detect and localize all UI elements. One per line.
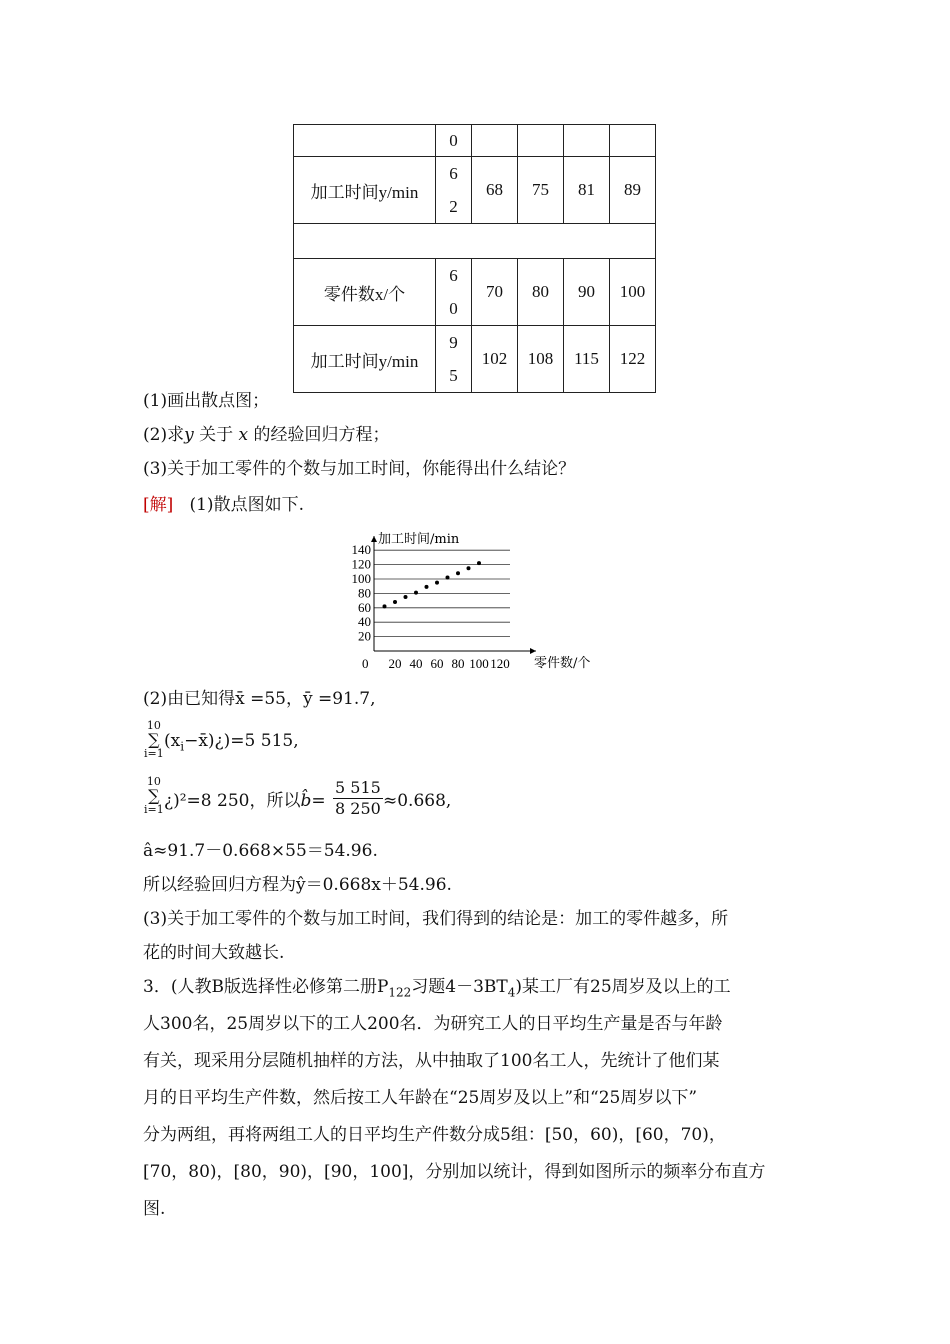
- sum-symbol: [144, 720, 164, 760]
- data-point: [383, 604, 387, 608]
- table-cell: 68: [472, 157, 518, 224]
- problem-text: 3．(人教B版选择性必修第二册P: [143, 977, 389, 997]
- table-cell: [518, 125, 564, 157]
- approx-value: ≈0.668,: [383, 791, 452, 811]
- sigma-icon: ∑: [148, 730, 160, 749]
- sum-lower: i=1: [144, 747, 164, 760]
- b-hat: b̂: [300, 791, 312, 811]
- table-cell-blank: [294, 224, 656, 259]
- table-cell: 加工时间y/min: [294, 157, 436, 224]
- table-cell: [436, 259, 472, 326]
- question-1: (1)画出散点图；: [143, 391, 270, 411]
- x-tick-label: 100: [469, 656, 489, 671]
- table-cell: 102: [472, 326, 518, 393]
- solution-tag: [解]: [143, 495, 174, 515]
- xbar-value: x̄ =55，: [235, 689, 303, 709]
- table-cell: 零件数x/个: [294, 259, 436, 326]
- q2-var-y: y: [184, 425, 194, 445]
- table-row: [294, 326, 656, 393]
- origin-label: 0: [362, 656, 369, 671]
- x-ticks: [389, 656, 510, 671]
- y-tick-label: 120: [351, 556, 371, 572]
- sigma-icon: ∑: [148, 786, 160, 805]
- subscript: 122: [388, 985, 412, 1000]
- data-point: [404, 595, 408, 599]
- table-cell: [294, 125, 436, 157]
- fraction-numerator: 5 515: [335, 778, 381, 797]
- data-point: [477, 561, 481, 565]
- subscript: i: [180, 739, 185, 754]
- y-axis-arrow: [371, 536, 377, 542]
- x-axis-label: 零件数/个: [534, 656, 591, 671]
- x-tick-label: 20: [388, 656, 402, 671]
- problem-3-line-2: 人300名，25周岁以下的工人200名．为研究工人的日平均生产量是否与年龄: [143, 1014, 723, 1034]
- data-table: [293, 124, 656, 393]
- digit: 0: [449, 299, 458, 318]
- data-point: [414, 591, 418, 595]
- table-cell: 100: [610, 259, 656, 326]
- solution-3-line-2: 花的时间大致越长.: [143, 943, 285, 963]
- sum-text: ¿)²=8 250，所以: [164, 791, 301, 811]
- table-row: [294, 157, 656, 224]
- data-point: [435, 581, 439, 585]
- y-tick-label: 140: [351, 542, 371, 558]
- x-tick-label: 120: [490, 656, 510, 671]
- problem-3-line-1: [143, 974, 731, 1005]
- scatter-chart: [340, 528, 610, 674]
- sum-lower: i=1: [144, 803, 164, 816]
- x-tick-label: 60: [430, 656, 444, 671]
- sum-xx-line: [164, 788, 326, 814]
- table-cell: 108: [518, 326, 564, 393]
- problem-3-line-6: [70，80)，[80，90)，[90，100]，分别加以统计，得到如图所示的频率分布直方: [143, 1162, 766, 1182]
- fraction: [333, 778, 383, 819]
- data-point: [446, 576, 450, 580]
- digit: 5: [449, 366, 458, 385]
- y-tick-label: 40: [358, 614, 371, 630]
- table-cell: [436, 326, 472, 393]
- x-axis-arrow: [530, 648, 536, 654]
- sum-upper: 10: [146, 775, 161, 788]
- y-tick-label: 20: [358, 628, 371, 644]
- data-point: [393, 600, 397, 604]
- table-cell: [610, 125, 656, 157]
- sum-xy-line: [164, 728, 299, 759]
- table-row: [294, 224, 656, 259]
- x-tick-label: 40: [409, 656, 423, 671]
- sum-upper: 10: [146, 719, 161, 732]
- solution-1: [143, 492, 304, 518]
- problem-3-line-5: 分为两组，再将两组工人的日平均生产件数分成5组：[50，60)，[60，70)，: [143, 1125, 726, 1145]
- sum-text: −x̄)¿)=5 515,: [184, 731, 299, 751]
- table-row: [294, 259, 656, 326]
- fraction-denominator: 8 250: [335, 799, 381, 818]
- y-tick-label: 80: [358, 585, 371, 601]
- problem-text: 习题4－3BT: [411, 977, 508, 997]
- question-3: (3)关于加工零件的个数与加工时间，你能得出什么结论？: [143, 459, 576, 479]
- table-cell: 80: [518, 259, 564, 326]
- y-ticks: [352, 542, 372, 643]
- table-cell: 75: [518, 157, 564, 224]
- table-cell: [564, 125, 610, 157]
- a-hat-line: â≈91.7－0.668×55＝54.96.: [143, 841, 378, 861]
- table-cell: [436, 157, 472, 224]
- problem-3-line-3: 有关，现采用分层随机抽样的方法，从中抽取了100名工人，先统计了他们某: [143, 1051, 720, 1071]
- q2-text: (2)求: [143, 425, 185, 445]
- question-2: [143, 422, 390, 448]
- q2-var-x: x: [238, 425, 249, 445]
- solution-2-means: [143, 686, 375, 712]
- table-cell: 90: [564, 259, 610, 326]
- table-cell: 加工时间y/min: [294, 326, 436, 393]
- subscript: 4: [507, 985, 516, 1000]
- x-tick-label: 80: [451, 656, 465, 671]
- digit: 6: [449, 164, 458, 183]
- chart-grid: [374, 550, 510, 636]
- data-point: [425, 585, 429, 589]
- data-point: [467, 566, 471, 570]
- table-cell: 81: [564, 157, 610, 224]
- y-tick-label: 60: [358, 599, 371, 615]
- digit: 9: [449, 333, 458, 352]
- sum-symbol: [144, 776, 164, 816]
- table-cell: 70: [472, 259, 518, 326]
- solution-text: (2)由已知得: [143, 689, 236, 709]
- digit: 6: [449, 266, 458, 285]
- digit: 2: [449, 197, 458, 216]
- data-points: [383, 561, 482, 608]
- table-cell: 115: [564, 326, 610, 393]
- y-tick-label: 100: [351, 571, 371, 586]
- q2-text: 关于: [193, 425, 239, 445]
- solution-3-line-1: (3)关于加工零件的个数与加工时间，我们得到的结论是：加工的零件越多，所: [143, 909, 729, 929]
- regression-equation: 所以经验回归方程为ŷ＝0.668x＋54.96.: [143, 875, 452, 895]
- problem-3-line-4: 月的日平均生产件数，然后按工人年龄在“25周岁及以上”和“25周岁以下”: [143, 1088, 698, 1108]
- table-cell: 0: [436, 125, 472, 157]
- problem-text: )某工厂有25周岁及以上的工: [515, 977, 731, 997]
- table-row: [294, 125, 656, 157]
- table-cell: [472, 125, 518, 157]
- problem-3-line-7: 图.: [143, 1199, 166, 1219]
- y-axis-label: 加工时间/min: [378, 532, 460, 547]
- solution-text: (1)散点图如下.: [189, 495, 304, 515]
- equals: =: [311, 791, 326, 811]
- sum-text: (x: [164, 731, 181, 751]
- data-point: [456, 571, 460, 575]
- table-cell: 122: [610, 326, 656, 393]
- ybar-value: ȳ =91.7,: [302, 689, 376, 709]
- q2-text: 的经验回归方程；: [248, 425, 390, 445]
- table-cell: 89: [610, 157, 656, 224]
